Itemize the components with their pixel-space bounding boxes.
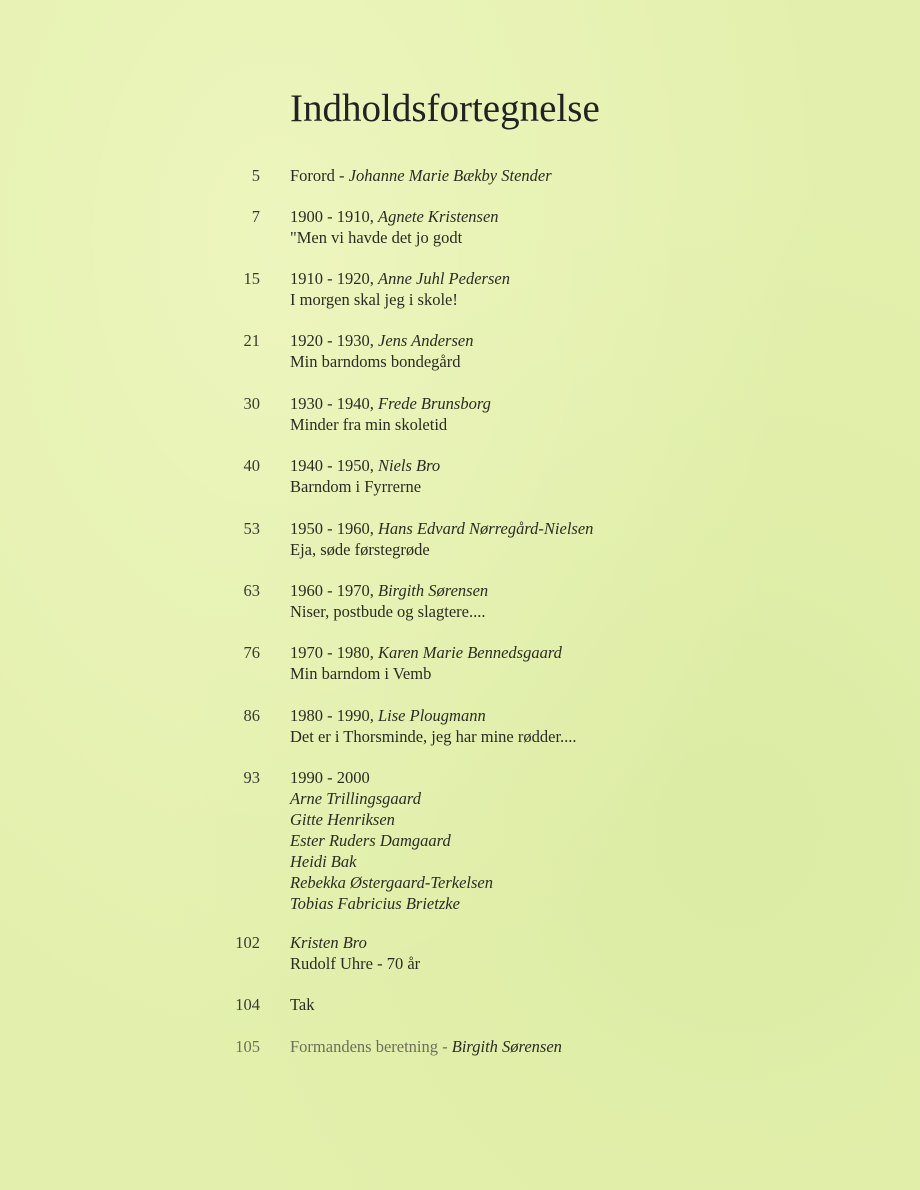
entry-author: Kristen Bro <box>290 933 367 952</box>
entry-label: Tak <box>290 995 315 1014</box>
entry-subtitle: Min barndoms bondegård <box>290 352 461 371</box>
page-number: 53 <box>243 519 260 538</box>
page-number: 104 <box>235 995 260 1014</box>
page-number: 15 <box>243 269 260 288</box>
page-number: 7 <box>251 207 260 226</box>
page-number: 40 <box>243 456 260 475</box>
entry-period: 1910 - 1920, <box>290 269 378 288</box>
entry-period: 1930 - 1940, <box>290 394 378 413</box>
entry-period: 1990 - 2000 <box>290 768 370 787</box>
page-title: Indholdsfortegnelse <box>290 87 600 130</box>
page-number: 105 <box>235 1037 260 1056</box>
entry-subtitle: Rudolf Uhre - 70 år <box>290 954 421 973</box>
entry-author: Jens Andersen <box>378 331 474 350</box>
entry-author: Birgith Sørensen <box>451 1037 562 1056</box>
entry-author: Frede Brunsborg <box>378 394 491 413</box>
entry-author: Ester Ruders Damgaard <box>290 831 451 850</box>
entry-period: 1980 - 1990, <box>290 706 378 725</box>
entry-period: 1900 - 1910, <box>290 207 378 226</box>
page-number: 86 <box>243 706 260 725</box>
entry-author: Niels Bro <box>378 456 441 475</box>
entry-subtitle: Minder fra min skoletid <box>290 415 448 434</box>
entry-author: Agnete Kristensen <box>378 207 499 226</box>
entry-author: Birgith Sørensen <box>378 581 489 600</box>
entry-author: Anne Juhl Pedersen <box>378 269 510 288</box>
entry-period: 1970 - 1980, <box>290 643 378 662</box>
entry-author: Karen Marie Bennedsgaard <box>378 643 562 662</box>
page-number: 21 <box>243 331 260 350</box>
entry-author: Arne Trillingsgaard <box>290 789 421 808</box>
entry-period: 1960 - 1970, <box>290 581 378 600</box>
page-number: 76 <box>243 643 260 662</box>
page-number: 5 <box>251 166 260 185</box>
entry-author: Tobias Fabricius Brietzke <box>290 894 460 913</box>
page-number: 63 <box>243 581 260 600</box>
entry-subtitle: "Men vi havde det jo godt <box>290 228 463 247</box>
page-number: 30 <box>243 394 260 413</box>
entry-author: Rebekka Østergaard-Terkelsen <box>290 873 493 892</box>
entry-subtitle: Eja, søde førstegrøde <box>290 540 430 559</box>
entry-subtitle: Niser, postbude og slagtere.... <box>290 602 486 621</box>
entry-period: 1920 - 1930, <box>290 331 378 350</box>
entry-author: Johanne Marie Bækby Stender <box>348 166 552 185</box>
entry-label: Formandens beretning - <box>290 1037 452 1056</box>
entry-author: Gitte Henriksen <box>290 810 395 829</box>
page-number: 93 <box>243 768 260 787</box>
entry-period: Forord - <box>290 166 349 185</box>
entry-author: Heidi Bak <box>290 852 357 871</box>
entry-period: 1950 - 1960, <box>290 519 378 538</box>
entry-period: 1940 - 1950, <box>290 456 378 475</box>
entry-author: Lise Plougmann <box>378 706 486 725</box>
entry-subtitle: Det er i Thorsminde, jeg har mine rødder.... <box>290 727 577 746</box>
entry-subtitle: Barndom i Fyrrerne <box>290 477 422 496</box>
entry-subtitle: I morgen skal jeg i skole! <box>290 290 458 309</box>
entry-author: Hans Edvard Nørregård-Nielsen <box>378 519 594 538</box>
entry-subtitle: Min barndom i Vemb <box>290 664 432 683</box>
page-number: 102 <box>235 933 260 952</box>
